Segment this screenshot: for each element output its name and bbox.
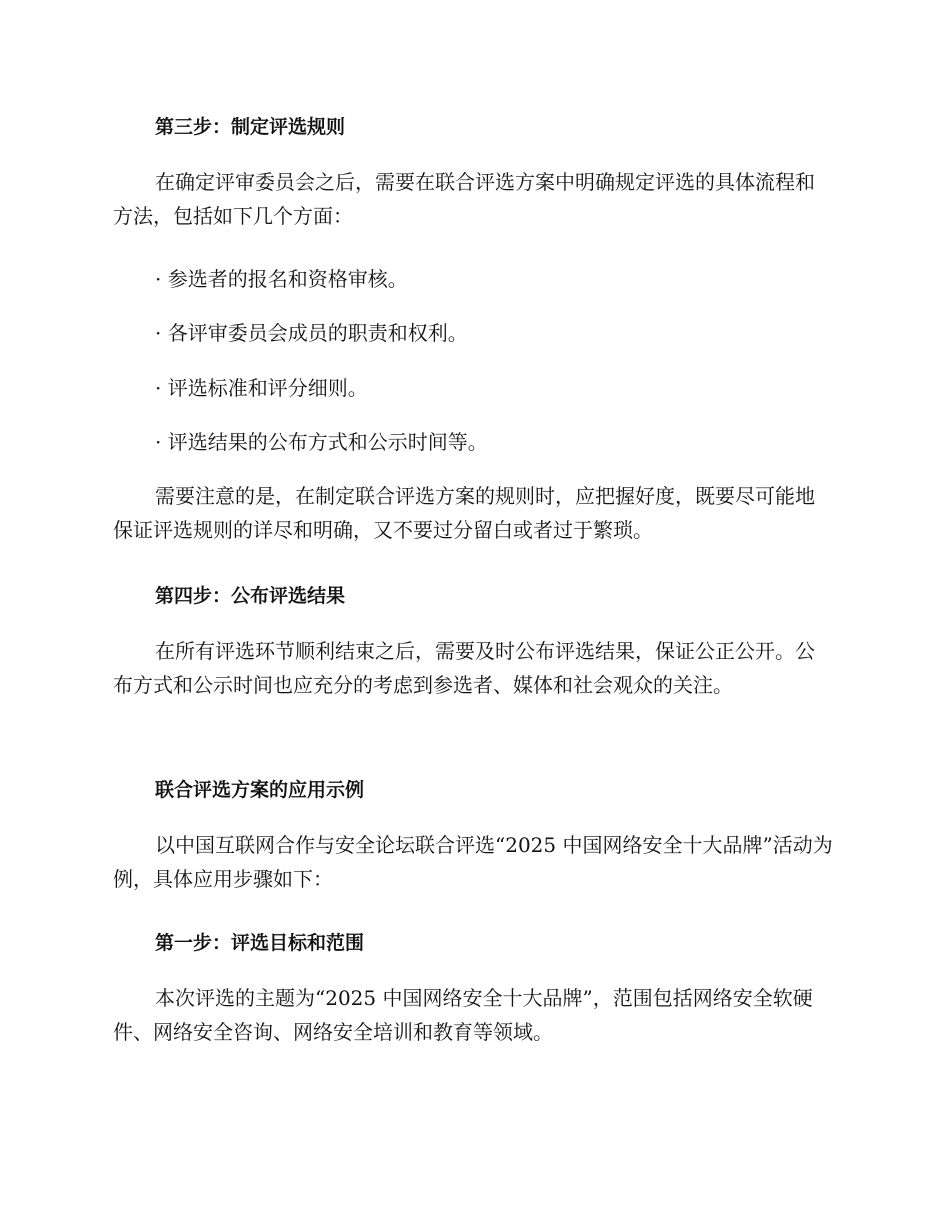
rule-list-item: · 评选结果的公布方式和公示时间等。 [155, 430, 488, 454]
step1-paragraph: 本次评选的主题为“2025 中国网络安全十大品牌”，范围包括网络安全软硬件、网络安全咨询、网络安全培训和教育等领域。 [113, 986, 813, 1044]
step4-paragraph: 在所有评选环节顺利结束之后，需要及时公布评选结果，保证公正公开。公布方式和公示时间也应充分的考虑到参选者、媒体和社会观众的关注。 [113, 639, 815, 697]
example-intro-paragraph: 以中国互联网合作与安全论坛联合评选“2025 中国网络安全十大品牌”活动为例，具体应用步骤如下： [113, 833, 833, 891]
step3-heading: 第三步：制定评选规则 [155, 116, 346, 138]
rule-list-item: · 参选者的报名和资格审核。 [155, 267, 408, 291]
example-heading: 联合评选方案的应用示例 [155, 779, 365, 801]
step3-intro-paragraph: 在确定评审委员会之后，需要在联合评选方案中明确规定评选的具体流程和方法，包括如下几个方面： [113, 170, 815, 228]
step1-heading: 第一步：评选目标和范围 [155, 932, 365, 954]
step4-heading: 第四步：公布评选结果 [155, 585, 346, 607]
rule-list-item: · 评选标准和评分细则。 [155, 376, 368, 400]
rules-note-paragraph: 需要注意的是，在制定联合评选方案的规则时，应把握好度，既要尽可能地保证评选规则的详尽和明确，又不要过分留白或者过于繁琐。 [113, 484, 815, 542]
rule-list-item: · 各评审委员会成员的职责和权利。 [155, 321, 468, 345]
